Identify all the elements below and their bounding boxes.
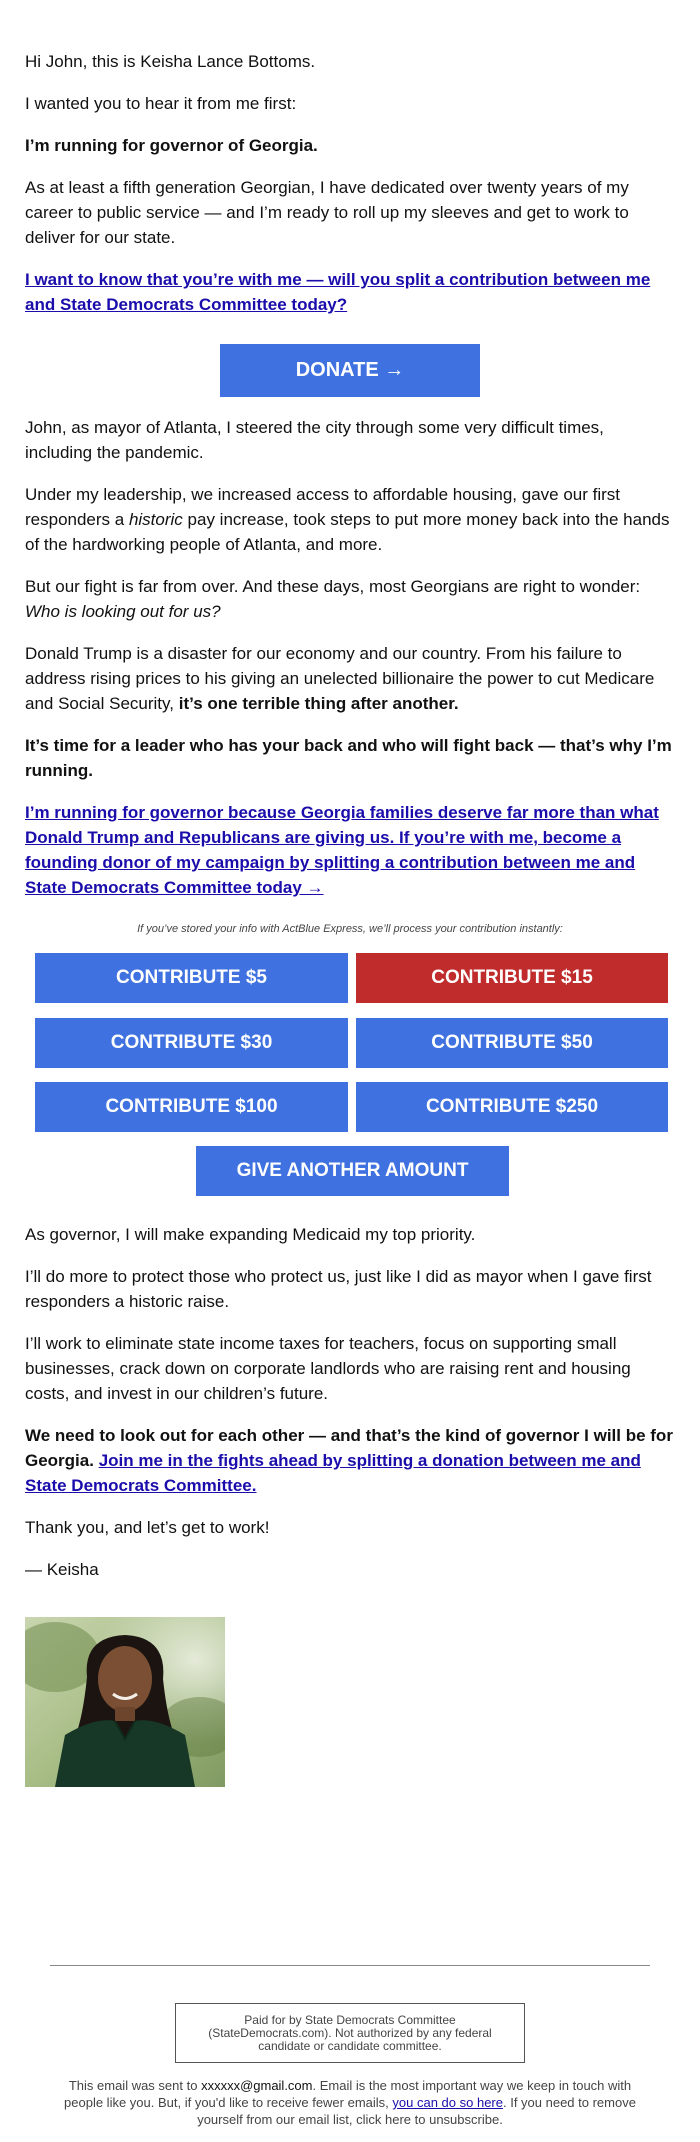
trump-paragraph xyxy=(25,641,675,716)
intro-text: I wanted you to hear it from me first: xyxy=(25,94,297,113)
contribute-100-button[interactable]: CONTRIBUTE $100 xyxy=(35,1082,348,1132)
give-another-amount-button[interactable]: GIVE ANOTHER AMOUNT xyxy=(196,1146,509,1196)
contribute-50-button[interactable]: CONTRIBUTE $50 xyxy=(356,1018,668,1068)
candidate-photo xyxy=(25,1617,225,1787)
signoff: — Keisha xyxy=(25,1560,99,1579)
actblue-express-note: If you’ve stored your info with ActBlue Express, we’ll process your contribution instantly: xyxy=(137,923,563,935)
donate-button[interactable]: DONATE → xyxy=(220,344,480,397)
lookout-bold: We need to look out for each other — and that’s the kind of governor I will be for Georgia. xyxy=(25,1426,673,1470)
contribute-250-button[interactable]: CONTRIBUTE $250 xyxy=(356,1082,668,1132)
mayor-paragraph: John, as mayor of Atlanta, I steered the city through some very difficult times, including the pandemic. xyxy=(25,418,604,462)
taxes-paragraph: I’ll work to eliminate state income taxes for teachers, focus on supporting small businesses, crack down on corporate landlords who are raising rent and housing costs, and invest in our children’s future. xyxy=(25,1334,631,1403)
footer-email-address: xxxxxx@gmail.com xyxy=(201,2078,313,2093)
trump-text: Donald Trump is a disaster for our economy and our country. From his failure to address rising prices to his giving an unelected billionaire the power to cut Medicare and Social Security, xyxy=(25,644,655,713)
footer-text xyxy=(50,2077,650,2128)
bio-paragraph: As at least a fifth generation Georgian, I have dedicated over twenty years of my career to public service — and I’m ready to roll up my sleeves and get to work to deliver for our state. xyxy=(25,178,629,247)
protect-paragraph: I’ll do more to protect those who protect us, just like I did as mayor when I gave first responders a historic raise. xyxy=(25,1267,652,1311)
footer-divider xyxy=(50,1965,650,1966)
medicaid-paragraph: As governor, I will make expanding Medicaid my top priority. xyxy=(25,1225,476,1244)
ask-paragraph-2 xyxy=(25,800,675,900)
candidate-portrait-image xyxy=(25,1617,225,1787)
fight-question: Who is looking out for us? xyxy=(25,602,221,621)
thanks-text: Thank you, and let’s get to work! xyxy=(25,1518,270,1537)
lookout-paragraph xyxy=(25,1423,675,1498)
fight-text: But our fight is far from over. And these days, most Georgians are right to wonder: xyxy=(25,577,641,596)
paid-for-disclaimer: Paid for by State Democrats Committee (StateDemocrats.com). Not authorized by any federal candidate or candidate committee. xyxy=(175,2003,525,2063)
trump-bold: it’s one terrible thing after another. xyxy=(178,694,459,713)
contribute-15-button[interactable]: CONTRIBUTE $15 xyxy=(356,953,668,1003)
footer-sent-middle: . Email is the most important way we keep in touch with people like you. But, if you'd like to receive fewer emails, xyxy=(64,2078,632,2110)
leadership-emphasis: historic xyxy=(128,510,183,529)
join-fights-link[interactable]: Join me in the fights ahead by splitting a donation between me and State Democrats Committee. xyxy=(25,1451,641,1495)
contribute-30-button[interactable]: CONTRIBUTE $30 xyxy=(35,1018,348,1068)
leadership-paragraph xyxy=(25,482,675,557)
announcement: I’m running for governor of Georgia. xyxy=(25,136,318,155)
leadership-text-before: Under my leadership, we increased access to affordable housing, gave our first responders a xyxy=(25,485,621,529)
contribute-5-button[interactable]: CONTRIBUTE $5 xyxy=(35,953,348,1003)
footer-sent-suffix: . If you need to remove yourself from our email list, click here to unsubscribe. xyxy=(197,2095,636,2127)
fewer-emails-link[interactable]: you can do so here xyxy=(392,2095,503,2110)
contribution-link-2[interactable]: I’m running for governor because Georgia families deserve far more than what Donald Trump and Republicans are giving us. If you’re with me, become a founding donor of my campaign by splitting a contribution between me and State Democrats Committee today → xyxy=(25,803,659,897)
contribution-link-1[interactable]: I want to know that you’re with me — will you split a contribution between me and State Democrats Committee today? xyxy=(25,270,651,314)
greeting: Hi John, this is Keisha Lance Bottoms. xyxy=(25,52,316,71)
leadership-text-after: pay increase, took steps to put more money back into the hands of the hardworking people of Atlanta, and more. xyxy=(25,510,670,554)
fight-paragraph xyxy=(25,574,675,624)
footer-sent-prefix: This email was sent to xyxy=(68,2078,202,2093)
ask-paragraph-1 xyxy=(25,267,675,317)
leader-paragraph: It’s time for a leader who has your back and who will fight back — that’s why I’m running. xyxy=(25,736,672,780)
